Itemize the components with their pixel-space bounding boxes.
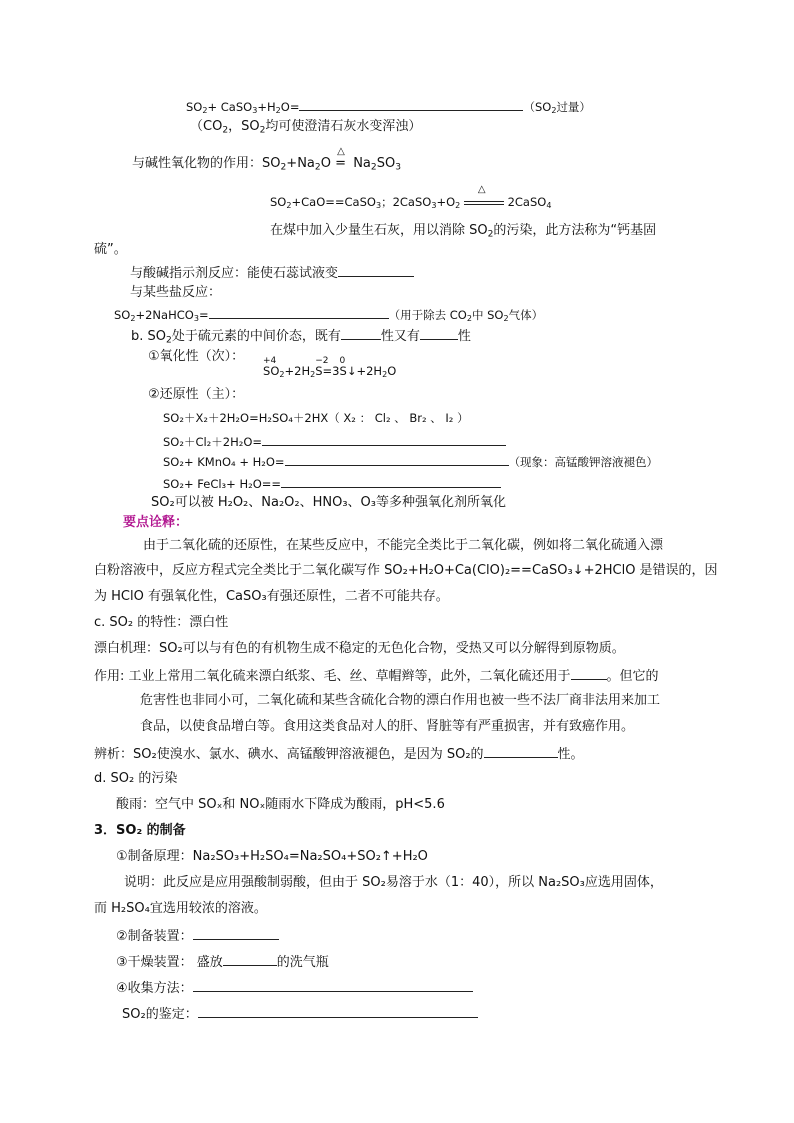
discrimination: 辨析：SO₂使溴水、氯水、碘水、高锰酸钾溶液褪色，是因为 SO₂的 性。 [94,744,584,764]
middle-valence: b. $SO_2$处于硫元素的中间价态，既有 性又有 性 [131,326,471,346]
answer-blank[interactable] [285,452,509,466]
answer-blank[interactable] [193,978,473,992]
strong-oxidants: SO₂可以被 H₂O₂、Na₂O₂、HNO₃、O₃等多种强氧化剂所氧化 [151,495,506,510]
eq-basic-oxide: 与碱性氧化物的作用：$SO_2+Na_2O$ △ = $Na_2SO_3$ [132,155,401,173]
bleaching-uses: 作用: 工业上常用二氧化硫来漂白纸浆、毛、丝、草帽辫等，此外，二氧化硫还用于 。但它的 [94,666,659,686]
bleaching-mechanism: 漂白机理：SO₂可以与有色的有机物生成不稳定的无色化合物，受热又可以分解得到原物质。 [94,641,625,656]
answer-blank[interactable] [571,666,607,680]
bleaching-uses-cont-2: 食品，以使食品增白等。食用这类食品对人的肝、肾脏等有严重损害，并有致癌作用。 [140,719,635,734]
oxidizing-property: ①氧化性（次）： [148,349,245,364]
calcium-sulfur-fixation: 在煤中加入少量生石灰，用以消除 $SO_2$的污染，此方法称为“钙基固 [270,223,657,240]
answer-blank[interactable] [198,1004,478,1018]
prep-explanation: 说明：此反应是应用强酸制弱酸，但由于 SO₂易溶于水（1：40），所以 Na₂SO₃应选用固体， [124,875,663,890]
bleaching-uses-cont-1: 危害性也非同小可，二氧化硫和某些含硫化合物的漂白作用也被一些不法厂商非法用来加工 [140,693,661,708]
answer-blank[interactable] [299,97,523,111]
eq-fecl3: SO₂+ FeCl₃+ H₂O== [163,474,501,493]
identification: SO₂的鉴定： [122,1004,478,1024]
collection-method: ④收集方法： [116,978,473,998]
reducing-property: ②还原性（主）： [148,387,245,402]
paragraph-line-3: 为 HClO 有强氧化性，CaSO₃有强还原性，二者不可能共存。 [94,589,449,604]
prep-apparatus: ②制备装置： [116,926,279,946]
answer-blank[interactable] [420,326,458,340]
answer-blank[interactable] [223,952,277,966]
paragraph-line-1: 由于二氧化硫的还原性，在某些反应中，不能完全类比于二氧化碳，例如将二氧化硫通入漂 [143,538,664,553]
key-points-heading: 要点诠释： [123,515,189,530]
answer-blank[interactable] [341,326,381,340]
prep-principle: ①制备原理：Na₂SO₃+H₂SO₄=Na₂SO₄+SO₂↑+H₂O [116,849,428,864]
bleaching-heading: c. SO₂ 的特性：漂白性 [94,615,229,630]
answer-blank[interactable] [281,474,501,488]
answer-blank[interactable] [209,305,389,319]
answer-blank[interactable] [484,744,558,758]
note-clouding: （$CO_2$，$SO_2$均可使澄清石灰水变浑浊） [190,119,422,136]
acid-rain: 酸雨：空气中 SOₓ和 NOₓ随雨水下降成为酸雨，pH<5.6 [116,797,445,812]
heat-delta-icon: △ [337,146,345,157]
prep-explanation-cont: 而 H₂SO₄宜选用较浓的溶液。 [94,901,267,916]
answer-blank[interactable] [262,432,506,446]
eq-nahco3: $SO_2+2NaHCO_3=$ （用于除去 $CO_2$中 $SO_2$气体） [114,305,543,324]
heat-delta-icon: △ [477,184,486,195]
pollution-heading: d. SO₂ 的污染 [94,771,178,786]
eq-cao: $SO_2+CaO==CaSO_3$；$2CaSO_3+O_2$ △ 2CaSO$_4$ [270,193,551,211]
salt-reaction-heading: 与某些盐反应： [130,285,222,300]
calcium-sulfur-fixation-cont: 硫”。 [94,242,127,257]
answer-blank[interactable] [338,263,414,277]
answer-blank[interactable] [193,926,279,940]
eq-kmno4: SO₂+ KMnO₄ + H₂O= （现象：高锰酸钾溶液褪色） [163,452,658,471]
indicator-reaction: 与酸碱指示剂反应：能使石蕊试液变 [130,263,414,283]
eq-so2-caso3: $SO_2+$ $CaSO_3+H_2O= (SO_2$过量） [186,97,591,116]
section-3-heading: 3．SO₂ 的制备 [94,823,186,838]
eq-chlorine: SO₂＋Cl₂＋2H₂O= [163,432,506,451]
paragraph-line-2: 白粉溶液中，反应方程式完全类比于二氧化碳写作 SO₂+H₂O+Ca(ClO)₂==CaSO₃↓+2HClO 是错误的，因 [94,563,718,578]
eq-halogen: SO₂＋X₂＋2H₂O=H₂SO₄＋2HX（ X₂ ： Cl₂ 、 Br₂ 、 I₂ ） [163,411,469,425]
eq-oxidizing: +4 $SO_2+2H_2$ −2 S=3 0 $S↓+2H_2O$ [263,356,397,379]
drying-apparatus: ③干燥装置： 盛放 的洗气瓶 [116,952,329,972]
